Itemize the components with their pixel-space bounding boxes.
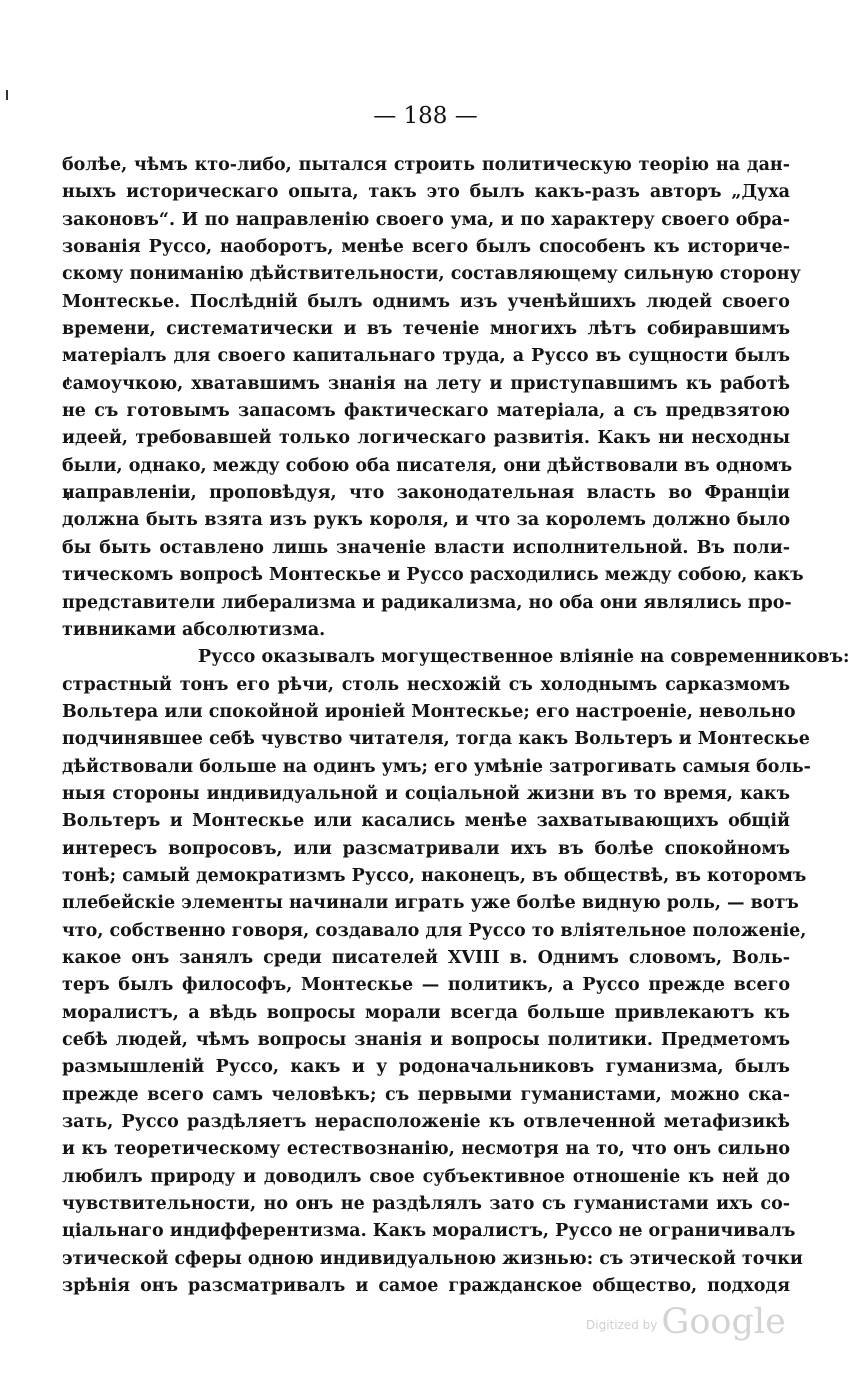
text-line: ціальнаго индифферентизма. Какъ моралистъ, Руссо не ограничивалъ <box>62 1221 796 1242</box>
text-line: должна быть взята изъ рукъ короля, и что за королемъ должно было <box>62 510 790 531</box>
watermark-prefix: Digitized by <box>586 1318 658 1332</box>
text-line: Монтескье. Послѣдній былъ однимъ изъ ученѣйшихъ людей своего <box>62 291 790 312</box>
text-line: любилъ природу и доводилъ свое субъективное отношеніе къ ней до <box>62 1166 790 1187</box>
text-line: что, собственно говоря, создавало для Руссо то вліятельное положеніе, <box>62 920 807 941</box>
text-line: направленіи, проповѣдуя, что законодательная власть во Франціи <box>62 483 790 504</box>
text-line: тонѣ; самый демократизмъ Руссо, наконецъ, въ обществѣ, въ которомъ <box>62 865 807 886</box>
text-line: зованія Руссо, наоборотъ, менѣе всего былъ способенъ къ историче- <box>62 237 790 258</box>
text-line: законовъ“. И по направленію своего ума, и по характеру своего обра- <box>62 209 790 230</box>
body-text <box>62 152 850 1300</box>
text-line: ныхъ историческаго опыта, такъ это былъ какъ-разъ авторъ „Духа <box>62 182 790 203</box>
page-number: — 188 — <box>373 103 478 129</box>
text-line: теръ былъ философъ, Монтескье — политикъ, а Руссо прежде всего <box>62 975 790 996</box>
text-line: идеей, требовавшей только логическаго развитія. Какъ ни несходны <box>62 428 790 449</box>
text-line: размышленій Руссо, какъ и у родоначальниковъ гуманизма, былъ <box>62 1057 790 1078</box>
text-line: интересъ вопросовъ, или разсматривали ихъ въ болѣе спокойномъ <box>62 838 790 859</box>
paragraph-2 <box>62 644 850 1300</box>
text-line: тическомъ вопросѣ Монтескье и Руссо расходились между собою, какъ <box>62 565 804 586</box>
google-logo: Google <box>661 1302 786 1342</box>
text-line: страстный тонъ его рѣчи, столь несхожій съ холоднымъ сарказмомъ <box>62 674 790 695</box>
text-line: представители либерализма и радикализма, но оба они являлись про- <box>62 592 792 613</box>
scan-speck <box>6 90 8 100</box>
text-line: самоучкою, хватавшимъ знанія на лету и приступавшимъ къ работѣ <box>62 373 790 394</box>
text-line: бы быть оставлено лишь значеніе власти исполнительной. Въ поли- <box>62 537 790 558</box>
text-line: были, однако, между собою оба писателя, они дѣйствовали въ одномъ <box>62 455 793 476</box>
text-line: зать, Руссо раздѣляетъ нерасположеніе къ отвлеченной метафизикѣ <box>62 1112 790 1133</box>
text-line: дѣйствовали больше на одинъ умъ; его умѣніе затрогивать самыя боль- <box>62 756 811 777</box>
text-line: Руссо оказывалъ могущественное вліяніе на современниковъ: <box>198 647 850 668</box>
text-line: плебейскіе элементы начинали играть уже болѣе видную роль, — вотъ <box>62 893 799 914</box>
text-line: матеріалъ для своего капитальнаго труда, а Руссо въ сущности былъ <box>62 346 790 367</box>
text-line: болѣе, чѣмъ кто-либо, пытался строить политическую теорію на дан- <box>62 155 790 175</box>
text-line: и къ теоретическому естествознанію, несмотря на то, что онъ сильно <box>62 1139 790 1160</box>
text-line: тивниками абсолютизма. <box>62 619 326 640</box>
paragraph-1 <box>62 152 804 644</box>
text-line: Вольтеръ и Монтескье или касались менѣе захватывающихъ общій <box>62 811 790 832</box>
text-line: не съ готовымъ запасомъ фактическаго матеріала, а съ предвзятою <box>62 401 790 422</box>
text-line: чувствительности, но онъ не раздѣлялъ зато съ гуманистами ихъ со- <box>62 1194 790 1215</box>
text-line: какое онъ занялъ среди писателей XVIII в. Однимъ словомъ, Воль- <box>62 947 790 968</box>
text-line: ныя стороны индивидуальной и соціальной жизни въ то время, какъ <box>62 783 790 804</box>
text-line: моралистъ, а вѣдь вопросы морали всегда больше привлекаютъ къ <box>62 1002 790 1023</box>
text-line: зрѣнія онъ разсматривалъ и самое гражданское общество, подходя <box>62 1276 790 1297</box>
text-line: подчинявшее себѣ чувство читателя, тогда какъ Вольтеръ и Монтескье <box>62 729 810 750</box>
text-line: прежде всего самъ человѣкъ; съ первыми гуманистами, можно ска- <box>62 1084 790 1105</box>
text-line: себѣ людей, чѣмъ вопросы знанія и вопросы политики. Предметомъ <box>62 1030 790 1050</box>
digitized-by-google-watermark <box>586 1296 786 1342</box>
text-line: времени, систематически и въ теченіе многихъ лѣтъ собиравшимъ <box>62 319 790 340</box>
text-line: Вольтера или спокойной ироніей Монтескье; его настроеніе, невольно <box>62 701 796 722</box>
text-line: скому пониманію дѣйствительности, составляющему сильную сторону <box>62 264 801 285</box>
text-line: этической сферы одною индивидуальною жизнью: съ этической точки <box>62 1248 803 1269</box>
